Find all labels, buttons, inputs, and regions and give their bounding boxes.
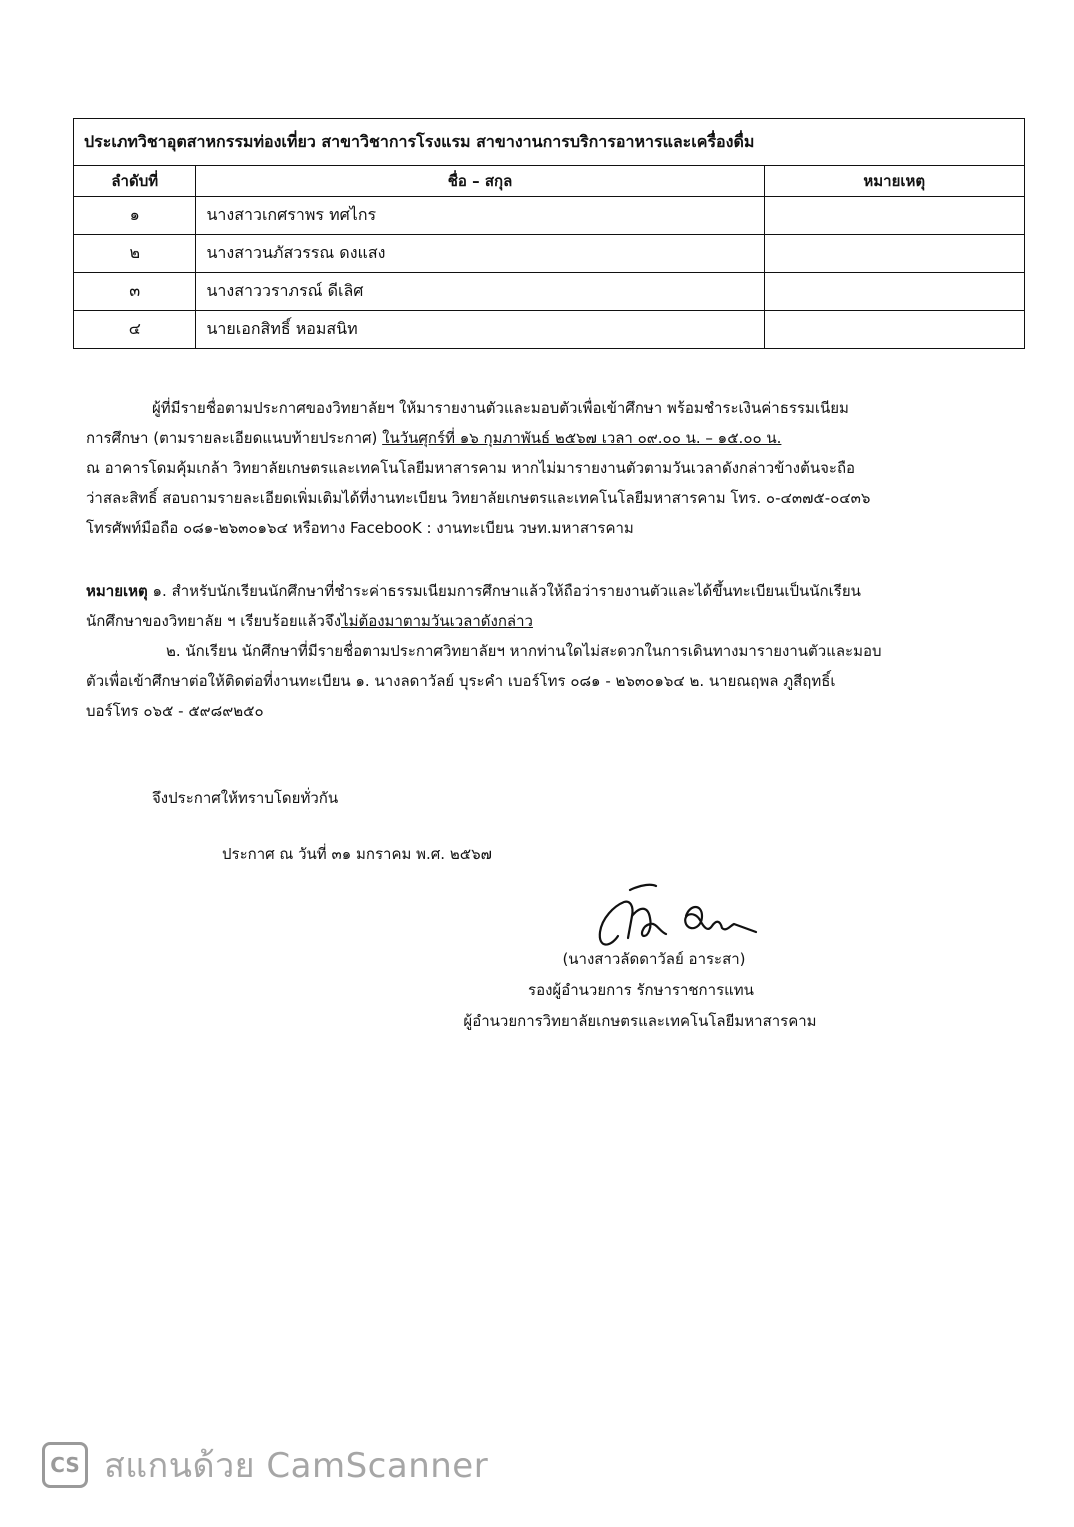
table-row xyxy=(74,311,1025,349)
row-note xyxy=(764,311,1024,349)
category-row xyxy=(74,119,1025,166)
row-note xyxy=(764,235,1024,273)
closing-statement: จึงประกาศให้ทราบโดยทั่วกัน xyxy=(152,789,339,807)
signatory-block xyxy=(420,944,860,1037)
body-line: ว่าสละสิทธิ์ สอบถามรายละเอียดเพิ่มเติมได้ที่งานทะเบียน วิทยาลัยเกษตรและเทคโนโลยีมหาสารคาม โทร. ๐-๔๓๗๕-๐๔๓๖ xyxy=(86,489,871,507)
table-row xyxy=(74,235,1025,273)
row-name: นางสาววราภรณ์ ดีเลิศ xyxy=(196,273,764,311)
note-line: บอร์โทร ๐๖๕ - ๕๙๘๙๒๕๐ xyxy=(86,702,264,720)
body-line: ผู้ที่มีรายชื่อตามประกาศของวิทยาลัยฯ ให้มารายงานตัวและมอบตัวเพื่อเข้าศึกษา พร้อมชำระเงินค่าธรรมเนียม xyxy=(152,399,849,417)
row-name: นางสาวเกศราพร ทศไกร xyxy=(196,197,764,235)
row-no: ๔ xyxy=(74,311,196,349)
report-date-text: ในวันศุกร์ที่ ๑๖ กุมภาพันธ์ ๒๕๖๗ เวลา ๐๙.๐๐ น. – ๑๕.๐๐ น. xyxy=(382,429,782,447)
note-line: ตัวเพื่อเข้าศึกษาต่อให้ติดต่อที่งานทะเบียน ๑. นางลดาวัลย์ บุระคำ เบอร์โทร ๐๘๑ - ๒๖๓๐๑๖๔ ๒. นายณฤพล ภูสีฤทธิ์เ xyxy=(86,672,836,690)
body-text: การศึกษา (ตามรายละเอียดแนบท้ายประกาศ) xyxy=(86,429,383,447)
watermark-text: สแกนด้วย CamScanner xyxy=(104,1446,489,1486)
header-note: หมายเหตุ xyxy=(764,166,1024,197)
header-name: ชื่อ – สกุล xyxy=(196,166,764,197)
notes-section xyxy=(86,576,1006,726)
row-no: ๒ xyxy=(74,235,196,273)
body-line: ณ อาคารโดมคุ้มเกล้า วิทยาลัยเกษตรและเทคโนโลยีมหาสารคาม หากไม่มารายงานตัวตามวันเวลาดังกล่าวข้างต้นจะถือ xyxy=(86,459,856,477)
note-line xyxy=(86,606,1006,636)
table-row xyxy=(74,197,1025,235)
body-paragraph xyxy=(86,393,1006,543)
student-list-table xyxy=(73,118,1025,349)
table-row xyxy=(74,273,1025,311)
body-line: โทรศัพท์มือถือ ๐๘๑-๒๖๓๐๑๖๔ หรือทาง FacebooK : งานทะเบียน วษท.มหาสารคาม xyxy=(86,519,634,537)
note-line xyxy=(86,576,1006,606)
note-text: ๑. สำหรับนักเรียนนักศึกษาที่ชำระค่าธรรมเนียมการศึกษาแล้วให้ถือว่ารายงานตัวและได้ขึ้นทะเบียนเป็นนักเรียน xyxy=(147,582,861,600)
row-note xyxy=(764,273,1024,311)
signatory-name: (นางสาวลัดดาวัลย์ อาระสา) xyxy=(562,950,746,968)
notes-label: หมายเหตุ xyxy=(86,582,148,600)
body-line xyxy=(86,423,1006,453)
camscanner-logo-icon: CS xyxy=(42,1442,88,1488)
note-underlined-text: ไม่ต้องมาตามวันเวลาดังกล่าว xyxy=(341,612,533,630)
header-no: ลำดับที่ xyxy=(74,166,196,197)
row-note xyxy=(764,197,1024,235)
signatory-position: ผู้อำนวยการวิทยาลัยเกษตรและเทคโนโลยีมหาสารคาม xyxy=(463,1012,817,1030)
note-line: ๒. นักเรียน นักศึกษาที่มีรายชื่อตามประกาศวิทยาลัยฯ หากท่านใดไม่สะดวกในการเดินทางมารายงานตัวและมอบ xyxy=(166,642,882,660)
announcement-date: ประกาศ ณ วันที่ ๓๑ มกราคม พ.ศ. ๒๕๖๗ xyxy=(222,845,492,863)
row-no: ๓ xyxy=(74,273,196,311)
table-header-row xyxy=(74,166,1025,197)
row-no: ๑ xyxy=(74,197,196,235)
note-text: นักศึกษาของวิทยาลัย ฯ เรียบร้อยแล้วจึง xyxy=(86,612,342,630)
camscanner-watermark xyxy=(42,1440,488,1490)
row-name: นายเอกสิทธิ์ หอมสนิท xyxy=(196,311,764,349)
category-title: ประเภทวิชาอุตสาหกรรมท่องเที่ยว สาขาวิชาการโรงแรม สาขางานการบริการอาหารและเครื่องดื่ม xyxy=(74,119,1025,166)
signatory-position: รองผู้อำนวยการ รักษาราชการแทน xyxy=(528,981,754,999)
row-name: นางสาวนภัสวรรณ ดงแสง xyxy=(196,235,764,273)
